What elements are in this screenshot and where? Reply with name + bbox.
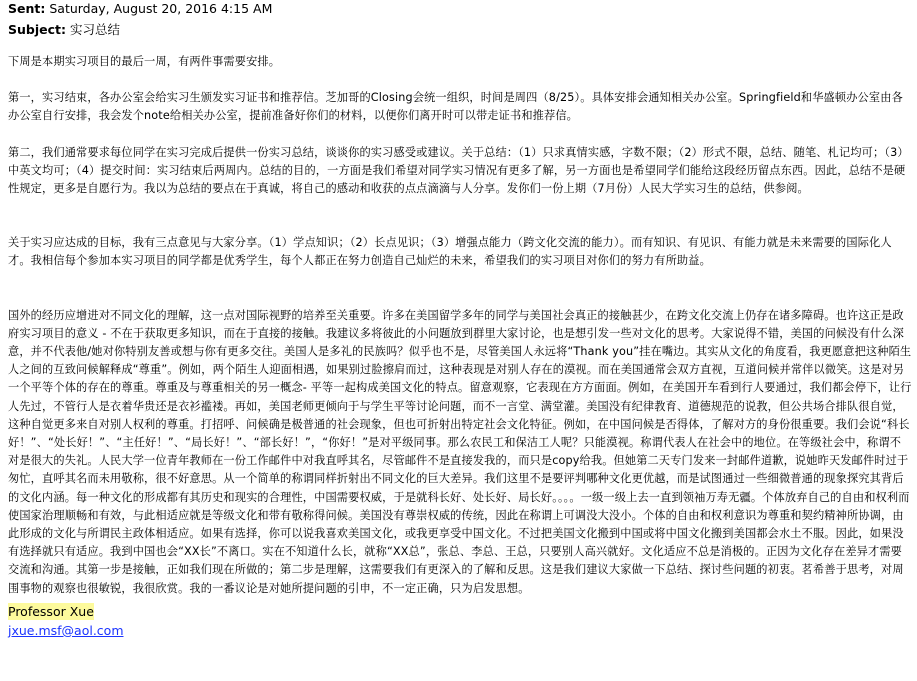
body-paragraph-5: 国外的经历应增进对不同文化的理解，这一点对国际视野的培养至关重要。许多在美国留学多年的同学与美国社会真正的接触甚少，在跨文化交流上仍存在诸多障碍。也许这正是政府实习项目的意义 - 不在于获取更多知识，而在于直接的接触。我建议多将彼此的小问题放到群里大家讨论，也是想引发一些对文化的思考。大家说得不错，美国的问候没有什么深意，并不代表他/她对你特别友善或想与你有更多交往。美国人是多礼的民族吗？似乎也不是，尽管美国人永远将“Thank you”挂在嘴边。其实从文化的角度看，我更愿意把这种陌生人之间的互致问候解释成“尊重”。例如，两个陌生人迎面相遇，如果别过脸擦肩而过，这种表现是对别人存在的漠视。而在美国通常会双方直视，互道问候并常伴以微笑。这是对另一个平等个体的存在的尊重。尊重及与尊重相关的另一概念- 平等一起构成美国文化的特点。留意观察，它表现在方方面面。例如，在美国开车看到行人要通过，我们都会停下，让行人先过，不管行人是衣着华贵还是衣衫褴褛。再如，美国老师更倾向于与学生平等讨论问题，而不一言堂、满堂灌。美国没有纪律教育、道德规范的说教，但公共场合排队很自觉，这种自觉更多来自对别人权利的尊重。打招呼、问候确是极普通的社会现象，但也可折射出特定社会文化特征。例如，在中国问候是否得体，了解对方的身份很重要。我们会说“科长好！”、“处长好！”、“主任好！”、“局长好！”、“部长好！”，“你好！”是对平级同事。那么农民工和保洁工人呢？只能漠视。称谓代表人在社会中的地位。在等级社会中，称谓不对是很大的失礼。人民大学一位青年教师在一份工作邮件中对我直呼其名，尽管邮件不是直接发我的，而只是copy给我。但她第二天专门发来一封邮件道歉，说她昨天发邮件时过于匆忙，直呼其名而未用敬称，很不好意思。从一个简单的称谓同样折射出不同文化的巨大差异。我们这里不是要评判哪种文化更优越，而是试图通过一些细微普通的现象探究其背后的文化内涵。每一种文化的形成都有其历史和现实的合理性，中国需要权威，于是就科长好、处长好、局长好。。。。一级一级上去一直到领袖万寿无疆。个体放弃自己的自由和权利而使国家治理顺畅和有效，与此相适应就是等级文化和带有敬称得问候。美国没有尊崇权威的传统，因此在称谓上可调没大没小。个体的自由和权利意识为尊重和契约精神所协调，由此形成的文化与所谓民主政体相适应。如果有选择，你可以说我喜欢美国文化，或我更享受中国文化。不过把美国文化搬到中国或将中国文化搬到美国都会水土不服。因此，如果没有选择就只有适应。我到中国也会“XX长”不离口。实在不知道什么长，就称“XX总”，张总、李总、王总，只要别人高兴就好。文化适应不总是消极的。正因为文化存在差异才需要交流和沟通。其第一步是接触，正如我们现在所做的；第二步是理解，这需要我们有更深入的了解和反思。这是我们建议大家做一下总结、探讨些问题的初衷。茗希善于思考，对周围事物的观察也很敏锐，我很欣赏。我的一番议论是对她所提问题的引申，不一定正确，只为启发思想。 — [8, 308, 912, 595]
body-paragraph-4: 关于实习应达成的目标，我有三点意见与大家分享。（1）学点知识；（2）长点见识；（3）增强点能力（跨文化交流的能力）。而有知识、有见识、有能力就是未来需要的国际化人才。我相信每个参加本实习项目的同学都是优秀学生，每个人都正在努力创造自己灿烂的未来，希望我们的实习项目对你们的努力有所助益。 — [8, 236, 892, 268]
body-paragraph-3: 第二，我们通常要求每位同学在实习完成后提供一份实习总结，谈谈你的实习感受或建议。关于总结：（1）只求真情实感，字数不限；（2）形式不限，总结、随笔、札记均可；（3）中英文均可；（4）提交时间：实习结束后两周内。总结的目的，一方面是我们希望对同学实习情况有更多了解，另一方面也是希望同学们能给这段经历留点东西。因此，总结不是硬性规定，更多是自愿行为。我以为总结的要点在于真诚，将自己的感动和收获的点点滴滴与人分享。发你们一份上期（7月份）人民大学实习生的总结，供参阅。 — [8, 145, 909, 196]
sent-line — [8, 0, 917, 19]
sent-label: Sent: — [8, 1, 46, 16]
signature-name: Professor Xue — [8, 603, 94, 619]
subject-value: 实习总结 — [69, 22, 120, 37]
sent-value: Saturday, August 20, 2016 4:15 AM — [49, 1, 273, 16]
signature-email-link[interactable]: jxue.msf@aol.com — [8, 622, 124, 638]
body-paragraph-1: 下周是本期实习项目的最后一周，有两件事需要安排。 — [8, 55, 281, 68]
body-paragraph-2: 第一，实习结束，各办公室会给实习生颁发实习证书和推荐信。芝加哥的Closing会统一组织，时间是周四（8/25）。具体安排会通知相关办公室。Springfield和华盛顿办公室由各办公室自行安排，我会发个note给相关办公室，提前准备好你们的材料，以便你们离开时可以带走证书和推荐信。 — [8, 91, 903, 123]
signature-block — [8, 598, 917, 639]
subject-line — [8, 19, 917, 40]
subject-label: Subject: — [8, 22, 66, 37]
